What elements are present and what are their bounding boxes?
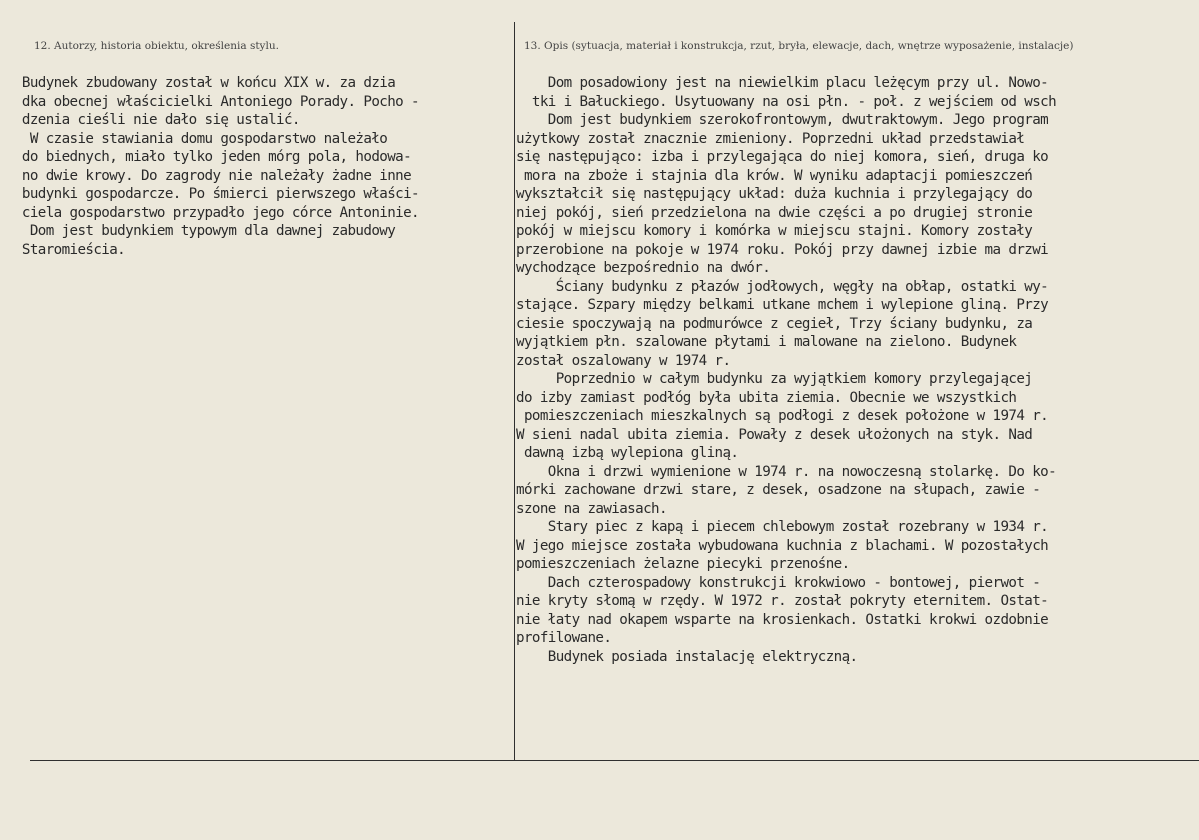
- section-12-heading: 12. Autorzy, historia obiektu, określenia stylu.: [34, 40, 279, 52]
- text-line: mora na zboże i stajnia dla krów. W wyniku adaptacji pomieszczeń: [516, 167, 1033, 184]
- text-line: pomieszczeniach żelazne piecyki przenośne.: [516, 556, 850, 572]
- text-line: no dwie krowy. Do zagrody nie należały żadne inne: [6, 167, 412, 184]
- text-line: się następująco: izba i przylegająca do niej komora, sień, druga ko: [516, 149, 1049, 165]
- text-line: Dom jest budynkiem szerokofrontowym, dwutraktowym. Jego program: [516, 112, 1049, 128]
- text-line: ciela gospodarstwo przypadło jego córce Antoninie.: [6, 204, 419, 221]
- text-line: profilowane.: [516, 630, 612, 646]
- text-line: Ściany budynku z płazów jodłowych, węgły na obłap, ostatki wy-: [516, 278, 1049, 295]
- text-line: nie kryty słomą w rzędy. W 1972 r. został pokryty eternitem. Ostat-: [516, 593, 1049, 609]
- text-line: ciesie spoczywają na podmurówce z cegieł, Trzy ściany budynku, za: [516, 315, 1033, 332]
- text-line: wyjątkiem płn. szalowane płytami i malowane na zielono. Budynek: [516, 334, 1017, 350]
- text-line: tki i Bałuckiego. Usytuowany na osi płn. - poł. z wejściem od wsch: [516, 93, 1057, 110]
- text-line: Dach czterospadowy konstrukcji krokwiowo - bontowej, pierwot -: [516, 574, 1041, 591]
- text-line: Stary piec z kapą i piecem chlebowym został rozebrany w 1934 r.: [516, 519, 1049, 535]
- text-line: W jego miejsce została wybudowana kuchnia z blachami. W pozostałych: [516, 537, 1049, 554]
- text-line: wychodzące bezpośrednio na dwór.: [516, 260, 771, 276]
- text-line: budynki gospodarcze. Po śmierci pierwszego właści-: [6, 186, 419, 202]
- text-line: Dom posadowiony jest na niewielkim placu leżęcym przy ul. Nowo-: [516, 75, 1049, 91]
- text-line: dawną izbą wylepiona gliną.: [516, 445, 739, 461]
- text-line: dzenia cieśli nie dało się ustalić.: [6, 112, 300, 128]
- text-line: przerobione na pokoje w 1974 roku. Pokój przy dawnej izbie ma drzwi: [516, 241, 1049, 258]
- text-line: W czasie stawiania domu gospodarstwo należało: [6, 130, 388, 147]
- description-text-column: [516, 74, 1199, 666]
- text-line: został oszalowany w 1974 r.: [516, 352, 731, 369]
- text-line: Budynek zbudowany został w końcu XIX w. za dzia: [6, 75, 396, 91]
- text-line: do izby zamiast podłóg była ubita ziemia. Obecnie we wszystkich: [516, 389, 1017, 406]
- text-line: dka obecnej właścicielki Antoniego Porady. Pocho -: [6, 93, 419, 110]
- text-line: pomieszczeniach mieszkalnych są podłogi z desek położone w 1974 r.: [516, 408, 1049, 424]
- text-line: Budynek posiada instalację elektryczną.: [516, 648, 858, 665]
- text-line: pokój w miejscu komory i komórka w miejscu stajni. Komory zostały: [516, 223, 1033, 239]
- text-line: szone na zawiasach.: [516, 500, 667, 517]
- text-line: Dom jest budynkiem typowym dla dawnej zabudowy: [6, 223, 396, 239]
- text-line: nie łaty nad okapem wsparte na krosienkach. Ostatki krokwi ozdobnie: [516, 611, 1049, 628]
- text-line: Staromieścia.: [6, 241, 126, 258]
- text-line: W sieni nadal ubita ziemia. Powały z desek ułożonych na styk. Nad: [516, 426, 1033, 443]
- text-line: Okna i drzwi wymienione w 1974 r. na nowoczesną stolarkę. Do ko-: [516, 463, 1057, 480]
- text-line: Poprzednio w całym budynku za wyjątkiem komory przylegającej: [516, 371, 1033, 387]
- text-line: wykształcił się następujący układ: duża kuchnia i przylegający do: [516, 186, 1033, 202]
- column-divider: [514, 22, 515, 760]
- bottom-rule: [30, 760, 1199, 761]
- text-line: mórki zachowane drzwi stare, z desek, osadzone na słupach, zawie -: [516, 482, 1041, 498]
- text-line: stające. Szpary między belkami utkane mchem i wylepione gliną. Przy: [516, 297, 1049, 313]
- history-text-column: [6, 74, 512, 259]
- section-13-heading: 13. Opis (sytuacja, materiał i konstrukcja, rzut, bryła, elewacje, dach, wnętrze wyposażenie, instalacje): [524, 40, 1074, 52]
- text-line: użytkowy został znacznie zmieniony. Poprzedni układ przedstawiał: [516, 130, 1025, 147]
- text-line: do biednych, miało tylko jeden mórg pola, hodowa-: [6, 149, 412, 165]
- text-line: niej pokój, sień przedzielona na dwie części a po drugiej stronie: [516, 204, 1033, 221]
